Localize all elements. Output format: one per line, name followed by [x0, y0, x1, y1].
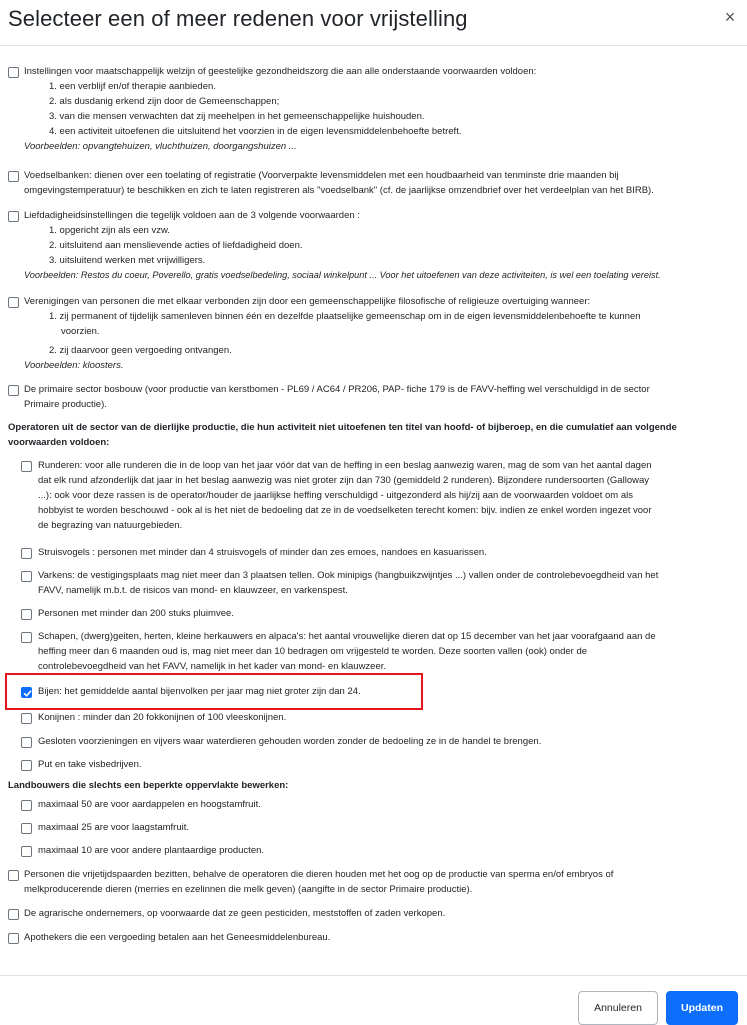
exemption-option: [0, 292, 747, 372]
option-label: FAVV, namelijk m.b.t. de risicos van mond- en klauwzeer, en varkenspest.: [38, 585, 348, 596]
sub-condition: 4. een activiteit uitoefenen die uitsluitend het voorzien in de eigen levensmiddelenbehoefte betreft.: [49, 126, 462, 137]
option-label: Gesloten voorzieningen en vijvers waar waterdieren gehouden worden zonder de bedoeling ze in de handel te brengen.: [38, 736, 542, 747]
checkbox[interactable]: [21, 846, 32, 857]
checkbox[interactable]: [21, 823, 32, 834]
option-label: de begrazing van natuurgebieden.: [38, 520, 183, 531]
exemption-option-agrarische: [0, 904, 747, 924]
exemption-option: [0, 380, 747, 414]
update-button[interactable]: Updaten: [666, 991, 738, 1025]
exemption-option-visbedrijven: [0, 755, 747, 775]
option-label: Primaire productie).: [24, 399, 107, 410]
checkbox[interactable]: [21, 548, 32, 559]
exemption-option-apothekers: [0, 928, 747, 948]
option-label: Schapen, (dwerg)geiten, herten, kleine herkauwers en alpaca's: het aantal vrouwelijke dieren dat op 15 december van het jaar voorafgaand aan de: [38, 631, 656, 642]
option-label: Apothekers die een vergoeding betalen aan het Geneesmiddelenbureau.: [24, 932, 331, 943]
option-label: Instellingen voor maatschappelijk welzijn of geestelijke gezondheidszorg die aan alle onderstaande voorwaarden voldoen:: [24, 66, 537, 77]
exemption-option-25-are: [0, 818, 747, 838]
sub-condition: 1. opgericht zijn als een vzw.: [49, 225, 170, 236]
option-label: omgevingstemperatuur) te beschikken en zich te laten registreren als "voedselbank" (cf. de jaarlijkse omzendbrief over het verdeelplan van het BIRB).: [24, 185, 654, 196]
option-label: maximaal 25 are voor laagstamfruit.: [38, 822, 190, 833]
checkbox[interactable]: [21, 800, 32, 811]
exemption-option-varkens: [0, 566, 747, 600]
checkbox[interactable]: [21, 571, 32, 582]
exemption-option-50-are: [0, 795, 747, 815]
sub-condition: voorzien.: [61, 326, 100, 337]
selection-highlight-box: [5, 673, 423, 710]
sub-condition: 3. uitsluitend werken met vrijwilligers.: [49, 255, 206, 266]
option-label: Put en take visbedrijven.: [38, 759, 142, 770]
close-icon[interactable]: ×: [724, 7, 736, 27]
exemption-option: [0, 166, 747, 200]
checkbox[interactable]: [8, 870, 19, 881]
exemption-option-paarden: [0, 865, 747, 899]
example-text: Voorbeelden: kloosters.: [24, 360, 124, 371]
exemption-option-konijnen: [0, 708, 747, 728]
example-text: Voorbeelden: Restos du coeur, Poverello, gratis voedselbedeling, sociaal winkelpunt ... Voor het uitoefenen van deze activiteiten, is wel een toelating vereist.: [24, 270, 661, 280]
sub-condition: 1. een verblijf en/of therapie aanbieden.: [49, 81, 216, 92]
exemption-option-vijvers: [0, 732, 747, 752]
checkbox[interactable]: [8, 171, 19, 182]
option-label: Verenigingen van personen die met elkaar verbonden zijn door een gemeenschappelijke filosofische of religieuze overtuiging wanneer:: [24, 296, 591, 307]
option-label: Bijen: het gemiddelde aantal bijenvolken per jaar mag niet groter zijn dan 24.: [38, 686, 361, 697]
checkbox[interactable]: [8, 909, 19, 920]
checkbox[interactable]: [21, 713, 32, 724]
exemption-option: [0, 206, 747, 286]
exemption-option-pluimvee: [0, 604, 747, 624]
checkbox[interactable]: [21, 461, 32, 472]
modal-header: [0, 0, 747, 46]
sub-condition: 2. als dusdanig erkend zijn door de Gemeenschappen;: [49, 96, 280, 107]
sub-condition: 2. zij daarvoor geen vergoeding ontvangen.: [49, 345, 232, 356]
option-label: Varkens: de vestigingsplaats mag niet meer dan 3 plaatsen tellen. Ook minipigs (hangbuikzwijntjes ...) vallen onder de controlebevoegdheid van het: [38, 570, 659, 581]
group-heading-landbouwers: Landbouwers die slechts een beperkte oppervlakte bewerken:: [8, 780, 289, 791]
option-label: melkproducerende dieren (merries en ezelinnen die melk geven) (aangifte in de sector Primaire productie).: [24, 884, 473, 895]
exemption-option-schapen: [0, 627, 747, 672]
exemption-option-struisvogels: [0, 543, 747, 563]
example-text: Voorbeelden: opvangtehuizen, vluchthuizen, doorgangshuizen ...: [24, 141, 297, 152]
cancel-button[interactable]: Annuleren: [578, 991, 658, 1025]
option-label: ...): ook voor deze rassen is de operator/houder de jaarlijkse heffing verschuldigd - uitgezonderd als hij/zij aan de voorwaarden voldoet om als: [38, 490, 633, 501]
option-label: Runderen: voor alle runderen die in de loop van het jaar vóór dat van de heffing in een beslag aanwezig waren, mag de som van het aantal dagen: [38, 460, 652, 471]
modal-title: Selecteer een of meer redenen voor vrijstelling: [8, 6, 468, 31]
checkbox[interactable]: [8, 67, 19, 78]
sub-condition: 3. van die mensen verwachten dat zij meehelpen in het gemeenschappelijke huishouden.: [49, 111, 425, 122]
checkbox[interactable]: [21, 737, 32, 748]
option-label: Struisvogels : personen met minder dan 4 struisvogels of minder dan zes emoes, nandoes en kasuarissen.: [38, 547, 487, 558]
option-label: heffing meer dan 6 maanden oud is, mag niet meer dan 10 bedragen om vrijgesteld te worden. Deze soorten vallen (ook) onder de: [38, 646, 588, 657]
checkbox[interactable]: [8, 385, 19, 396]
sub-condition: 2. uitsluitend aan menslievende acties of liefdadigheid doen.: [49, 240, 303, 251]
option-label: Konijnen : minder dan 20 fokkonijnen of 100 vleeskonijnen.: [38, 712, 287, 723]
option-label: De primaire sector bosbouw (voor productie van kerstbomen - PL69 / AC64 / PR206, PAP- fiche 179 is de FAVV-heffing wel verschuldigd in de sector: [24, 384, 650, 395]
sub-condition: 1. zij permanent of tijdelijk samenleven binnen één en dezelfde plaatselijke gemeenschap om in de eigen levensmiddelenbehoefte te kunnen: [49, 311, 641, 322]
exemption-option: [0, 62, 747, 162]
option-label: Voedselbanken: dienen over een toelating of registratie (Voorverpakte levensmiddelen met een houdbaarheid van tenminste drie maanden bij: [24, 170, 619, 181]
checkbox[interactable]: [8, 297, 19, 308]
option-label: maximaal 50 are voor aardappelen en hoogstamfruit.: [38, 799, 261, 810]
exemption-option-10-are: [0, 841, 747, 861]
option-label: Personen die vrijetijdspaarden bezitten, behalve de operatoren die dieren houden met het oog op de productie van sperma en/of embryos of: [24, 869, 614, 880]
modal-footer: [0, 975, 747, 1024]
checkbox[interactable]: [21, 609, 32, 620]
checkbox[interactable]: [21, 760, 32, 771]
option-label: dat elk rund afzonderlijk dat jaar in het beslag aanwezig was niet groter zijn dan 730 (gemiddeld 2 runderen). Bijzondere rundersoorten (Galloway: [38, 475, 649, 486]
checkbox[interactable]: [8, 211, 19, 222]
option-label: Personen met minder dan 200 stuks pluimvee.: [38, 608, 234, 619]
option-label: Liefdadigheidsinstellingen die tegelijk voldoen aan de 3 volgende voorwaarden :: [24, 210, 360, 221]
option-label: maximaal 10 are voor andere plantaardige producten.: [38, 845, 265, 856]
exemption-option-runderen: [0, 456, 747, 536]
option-label: controlebevoegdheid van het FAVV, namelijk in het kader van mond- en klauwzeer.: [38, 661, 387, 672]
group-heading-animal-production: Operatoren uit de sector van de dierlijke productie, die hun activiteit niet uitoefenen ten titel van hoofd- of bijberoep, en die cumulatief aan volgende voorwaarden voldoen:: [8, 422, 677, 448]
option-label: De agrarische ondernemers, op voorwaarde dat ze geen pesticiden, meststoffen of zaden verkopen.: [24, 908, 446, 919]
checkbox[interactable]: [21, 632, 32, 643]
option-label: hobbyist te worden beschouwd - ook al is het niet de bedoeling dat ze in de voedselketen terecht komen: bijv. indien ze enkel worden ingezet voor: [38, 505, 652, 516]
checkbox[interactable]: [8, 933, 19, 944]
